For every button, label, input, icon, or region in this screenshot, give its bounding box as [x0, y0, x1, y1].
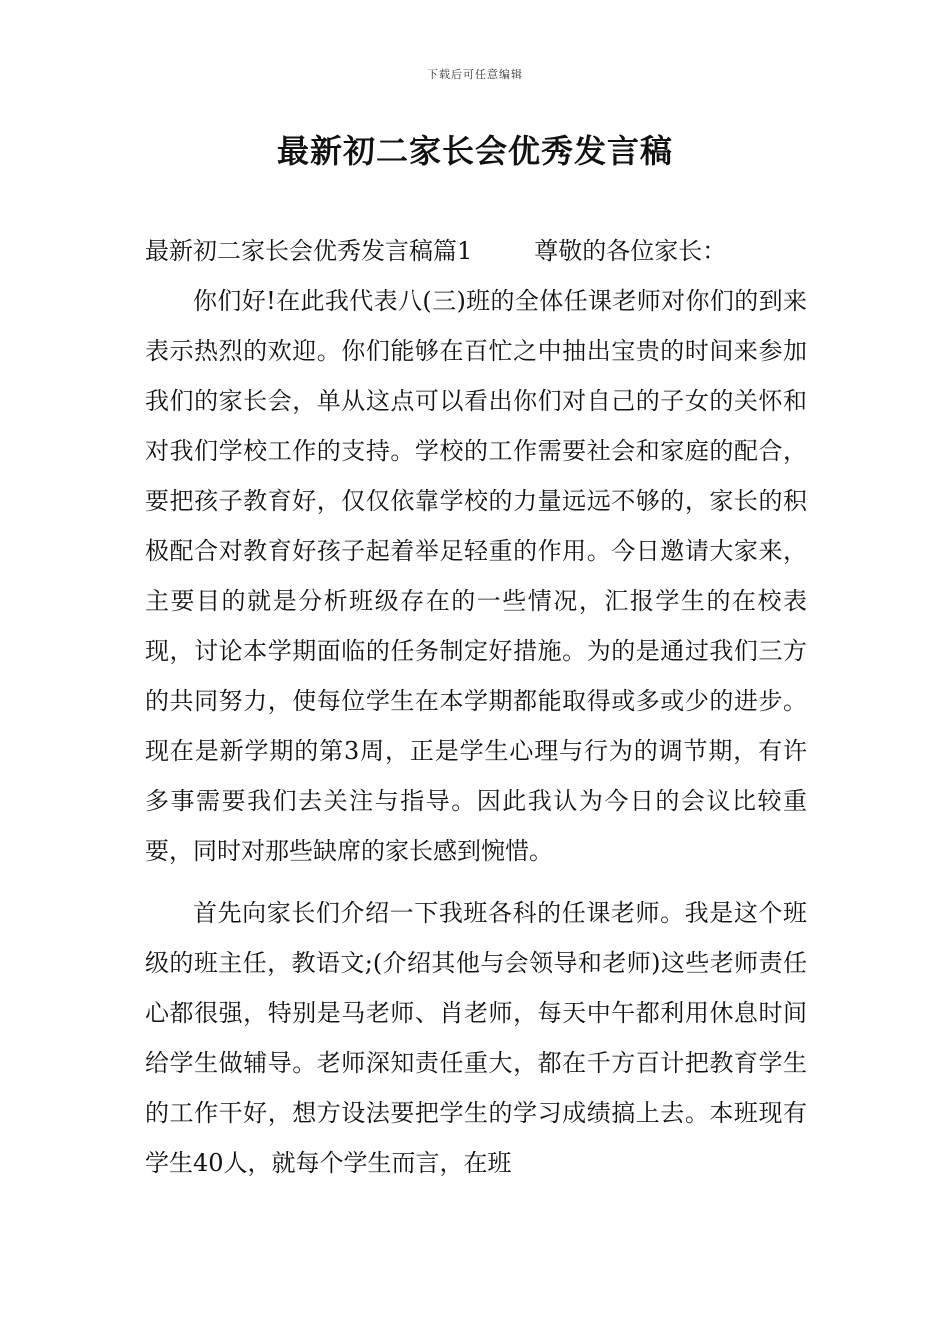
body-paragraph-1: 你们好!在此我代表八(三)班的全体任课老师对你们的到来表示热烈的欢迎。你们能够在百忙之中抽出宝贵的时间来参加我们的家长会，单从这点可以看出你们对自己的子女的关怀和对我们学校工作的支持。学校的工作需要社会和家庭的配合，要把孩子教育好，仅仅依靠学校的力量远远不够的，家长的积极配合对教育好孩子起着举足轻重的作用。今日邀请大家来，主要目的就是分析班级存在的一些情况，汇报学生的在校表现，讨论本学期面临的任务制定好措施。为的是通过我们三方的共同努力，使每位学生在本学期都能取得或多或少的进步。现在是新学期的第3周，正是学生心理与行为的调节期，有许多事需要我们去关注与指导。因此我认为今日的会议比较重要，同时对那些缺席的家长感到惋惜。 [145, 287, 807, 865]
document-body [145, 226, 807, 1188]
header-note: 下载后可任意编辑 [427, 68, 523, 81]
salutation: 尊敬的各位家长： [534, 237, 727, 265]
document-title: 最新初二家长会优秀发言稿 [276, 132, 673, 170]
section-heading: 最新初二家长会优秀发言稿篇1 [145, 237, 473, 265]
heading-line [145, 226, 807, 276]
body-paragraph-2: 首先向家长们介绍一下我班各科的任课老师。我是这个班级的班主任，教语文;(介绍其他与会领导和老师)这些老师责任心都很强，特别是马老师、肖老师，每天中午都利用休息时间给学生做辅导。老师深知责任重大，都在千方百计把教育学生的工作干好，想方设法要把学生的学习成绩搞上去。本班现有学生40人，就每个学生而言，在班 [145, 899, 807, 1177]
